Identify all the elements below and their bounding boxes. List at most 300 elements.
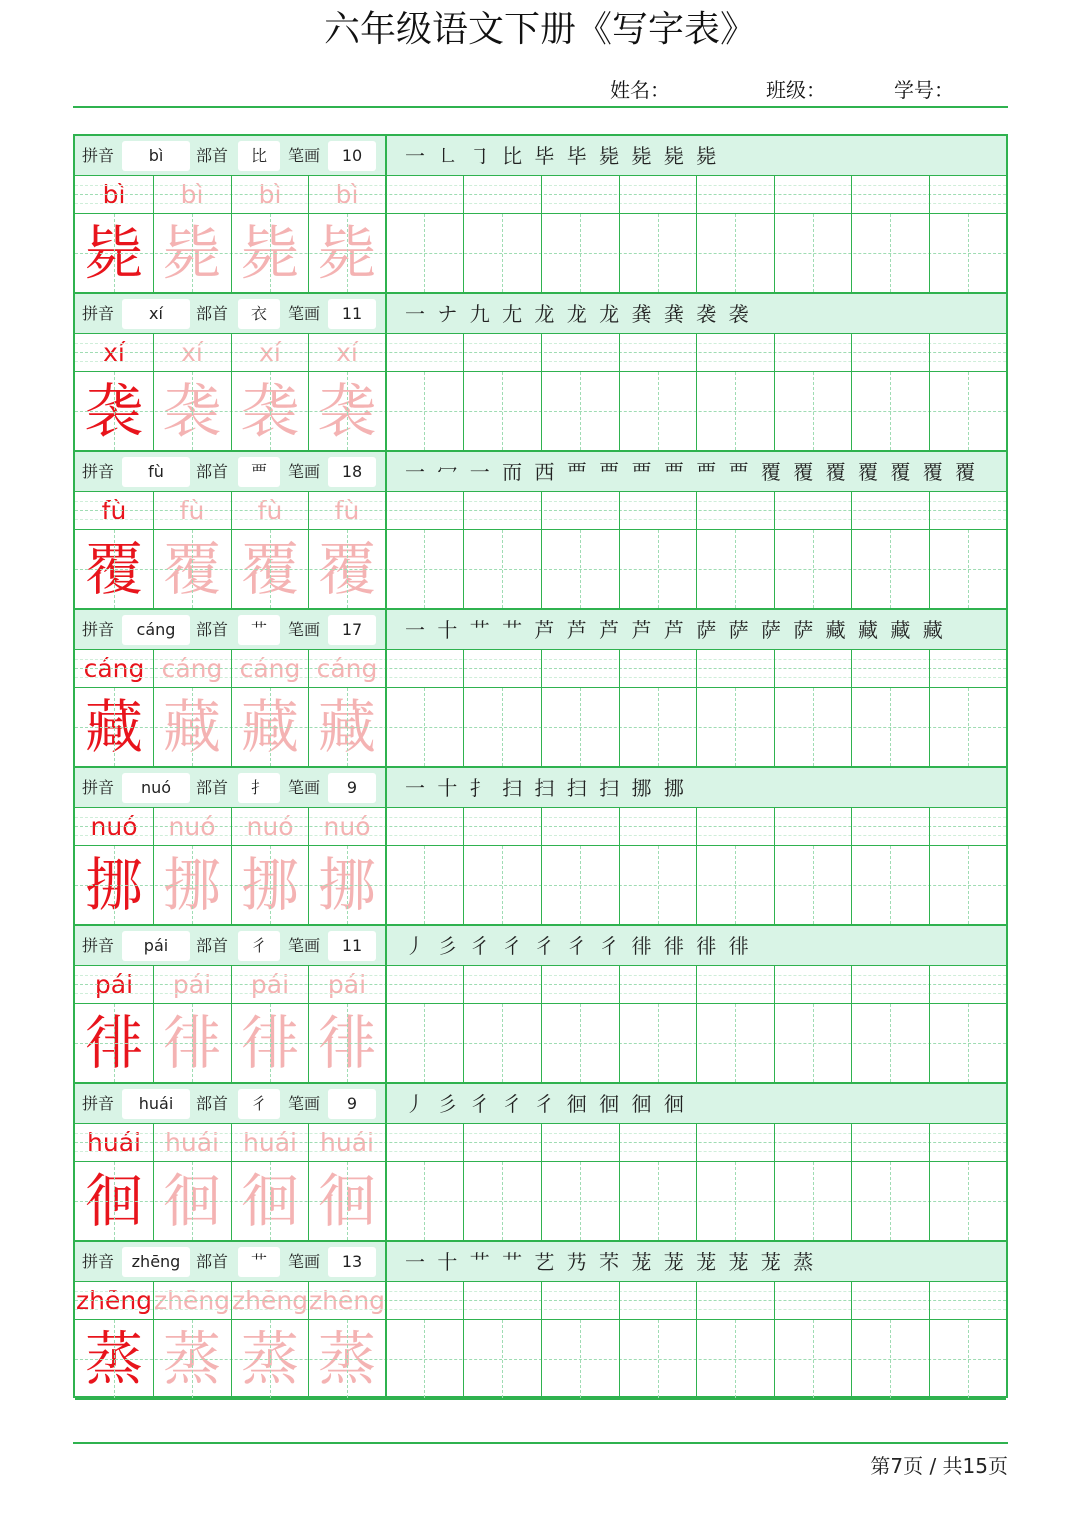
header-divider bbox=[73, 106, 1008, 108]
hanzi-trace: 覆 bbox=[240, 535, 299, 603]
hanzi-center-line bbox=[813, 1162, 814, 1240]
hanzi-center-line bbox=[347, 214, 348, 292]
hanzi-trace: 覆 bbox=[162, 535, 221, 603]
hanzi-center-line bbox=[813, 530, 814, 608]
strokes-label: 笔画 bbox=[288, 1094, 321, 1113]
char-header bbox=[75, 926, 1006, 966]
hanzi-trace: 袭 bbox=[162, 377, 221, 445]
hanzi-center-line bbox=[192, 372, 193, 450]
pinyin-value: huái bbox=[122, 1089, 190, 1119]
strokes-value: 11 bbox=[328, 931, 376, 961]
cell-border bbox=[463, 176, 464, 294]
pinyin-label: 拼音 bbox=[82, 146, 115, 165]
hanzi-center-line bbox=[347, 688, 348, 766]
cell-border bbox=[231, 176, 232, 294]
pinyin-trace: fù bbox=[257, 496, 283, 525]
cell-border bbox=[929, 808, 930, 926]
pinyin-label: 拼音 bbox=[82, 462, 115, 481]
hanzi-center-line bbox=[735, 846, 736, 924]
strokes-value: 11 bbox=[328, 299, 376, 329]
class-label: 班级： bbox=[766, 78, 826, 102]
hanzi-model: 毙 bbox=[84, 219, 143, 287]
hanzi-center-line bbox=[424, 372, 425, 450]
hanzi-center-line bbox=[270, 1004, 271, 1082]
cell-border bbox=[929, 966, 930, 1084]
pinyin-trace: bì bbox=[258, 180, 282, 209]
radical-value: 比 bbox=[238, 141, 280, 171]
strokes-value: 17 bbox=[328, 615, 376, 645]
hanzi-center-line bbox=[735, 1320, 736, 1398]
hanzi-center-line bbox=[192, 688, 193, 766]
header-separator bbox=[385, 294, 387, 334]
radical-label: 部首 bbox=[196, 620, 229, 639]
hanzi-center-line bbox=[424, 1162, 425, 1240]
hanzi-center-line bbox=[890, 1320, 891, 1398]
hanzi-center-line bbox=[192, 1162, 193, 1240]
cell-border bbox=[774, 176, 775, 294]
cell-border bbox=[619, 808, 620, 926]
pinyin-trace: pái bbox=[172, 970, 212, 999]
cell-border bbox=[851, 650, 852, 768]
pinyin-label: 拼音 bbox=[82, 1094, 115, 1113]
hanzi-trace: 挪 bbox=[162, 851, 221, 919]
char-header bbox=[75, 768, 1006, 808]
char-block bbox=[75, 294, 1006, 452]
hanzi-center-line bbox=[114, 688, 115, 766]
cell-border bbox=[385, 176, 387, 294]
cell-border bbox=[231, 1282, 232, 1400]
hanzi-center-line bbox=[192, 1004, 193, 1082]
cell-border bbox=[308, 334, 309, 452]
cell-border bbox=[153, 966, 154, 1084]
hanzi-center-line bbox=[658, 214, 659, 292]
cell-border bbox=[308, 176, 309, 294]
cell-border bbox=[463, 650, 464, 768]
hanzi-center-line bbox=[735, 530, 736, 608]
cell-border bbox=[231, 1124, 232, 1242]
cell-border bbox=[463, 334, 464, 452]
pinyin-label: 拼音 bbox=[82, 304, 115, 323]
cell-border bbox=[851, 966, 852, 1084]
header-separator bbox=[385, 610, 387, 650]
cell-border bbox=[463, 1124, 464, 1242]
radical-label: 部首 bbox=[196, 146, 229, 165]
hanzi-center-line bbox=[502, 372, 503, 450]
hanzi-center-line bbox=[580, 1162, 581, 1240]
hanzi-center-line bbox=[347, 846, 348, 924]
cell-border bbox=[541, 808, 542, 926]
pinyin-value: xí bbox=[122, 299, 190, 329]
cell-border bbox=[696, 1124, 697, 1242]
pinyin-trace: zhēng bbox=[308, 1286, 386, 1315]
hanzi-center-line bbox=[968, 530, 969, 608]
char-block bbox=[75, 1242, 1006, 1400]
hanzi-center-line bbox=[968, 846, 969, 924]
pinyin-model: cáng bbox=[83, 654, 145, 683]
hanzi-center-line bbox=[424, 1004, 425, 1082]
hanzi-center-line bbox=[890, 688, 891, 766]
cell-border bbox=[619, 334, 620, 452]
cell-border bbox=[696, 808, 697, 926]
cell-border bbox=[774, 334, 775, 452]
cell-border bbox=[696, 650, 697, 768]
pinyin-trace: huái bbox=[320, 1128, 374, 1157]
cell-border bbox=[385, 1124, 387, 1242]
header-separator bbox=[385, 136, 387, 176]
hanzi-center-line bbox=[347, 530, 348, 608]
hanzi-model: 藏 bbox=[84, 693, 143, 761]
pinyin-trace: cáng bbox=[239, 654, 301, 683]
cell-border bbox=[463, 492, 464, 610]
hanzi-center-line bbox=[114, 1320, 115, 1398]
radical-value: 彳 bbox=[238, 1089, 280, 1119]
hanzi-center-line bbox=[580, 214, 581, 292]
hanzi-center-line bbox=[270, 846, 271, 924]
pinyin-trace: pái bbox=[250, 970, 290, 999]
student-info bbox=[0, 74, 1080, 104]
name-label: 姓名： bbox=[610, 78, 670, 102]
hanzi-center-line bbox=[735, 372, 736, 450]
hanzi-trace: 藏 bbox=[240, 693, 299, 761]
char-header bbox=[75, 452, 1006, 492]
cell-border bbox=[929, 334, 930, 452]
cell-border bbox=[851, 808, 852, 926]
cell-border bbox=[774, 492, 775, 610]
char-block bbox=[75, 136, 1006, 294]
strokes-value: 18 bbox=[328, 457, 376, 487]
cell-border bbox=[696, 176, 697, 294]
cell-border bbox=[385, 1282, 387, 1400]
hanzi-model: 徘 bbox=[84, 1009, 143, 1077]
hanzi-center-line bbox=[658, 1320, 659, 1398]
cell-border bbox=[153, 1124, 154, 1242]
hanzi-center-line bbox=[968, 1162, 969, 1240]
hanzi-center-line bbox=[658, 530, 659, 608]
cell-border bbox=[308, 650, 309, 768]
cell-border bbox=[231, 492, 232, 610]
cell-border bbox=[541, 1282, 542, 1400]
cell-border bbox=[929, 650, 930, 768]
pinyin-trace: zhēng bbox=[231, 1286, 309, 1315]
hanzi-center-line bbox=[968, 688, 969, 766]
pinyin-model: nuó bbox=[90, 812, 138, 841]
pinyin-trace: xí bbox=[259, 338, 281, 367]
pinyin-model: zhēng bbox=[75, 1286, 153, 1315]
hanzi-center-line bbox=[890, 1004, 891, 1082]
cell-border bbox=[929, 176, 930, 294]
radical-value: 艹 bbox=[238, 1247, 280, 1277]
hanzi-trace: 袭 bbox=[240, 377, 299, 445]
hanzi-center-line bbox=[502, 530, 503, 608]
hanzi-center-line bbox=[735, 1004, 736, 1082]
radical-value: 扌 bbox=[238, 773, 280, 803]
hanzi-center-line bbox=[580, 1320, 581, 1398]
hanzi-trace: 蒸 bbox=[317, 1325, 376, 1393]
hanzi-center-line bbox=[347, 1162, 348, 1240]
cell-border bbox=[619, 1124, 620, 1242]
char-header bbox=[75, 1084, 1006, 1124]
header-separator bbox=[385, 452, 387, 492]
char-header bbox=[75, 610, 1006, 650]
cell-border bbox=[774, 1282, 775, 1400]
cell-border bbox=[619, 650, 620, 768]
char-block bbox=[75, 452, 1006, 610]
cell-border bbox=[385, 808, 387, 926]
hanzi-trace: 毙 bbox=[162, 219, 221, 287]
pinyin-trace: cáng bbox=[316, 654, 378, 683]
hanzi-trace: 藏 bbox=[162, 693, 221, 761]
pinyin-trace: huái bbox=[165, 1128, 219, 1157]
radical-value: 艹 bbox=[238, 615, 280, 645]
hanzi-center-line bbox=[424, 530, 425, 608]
pinyin-label: 拼音 bbox=[82, 620, 115, 639]
cell-border bbox=[619, 1282, 620, 1400]
cell-border bbox=[619, 176, 620, 294]
hanzi-center-line bbox=[658, 688, 659, 766]
cell-border bbox=[153, 1282, 154, 1400]
pinyin-value: bì bbox=[122, 141, 190, 171]
hanzi-center-line bbox=[968, 372, 969, 450]
pinyin-trace: cáng bbox=[161, 654, 223, 683]
hanzi-center-line bbox=[890, 1162, 891, 1240]
pinyin-trace: fù bbox=[179, 496, 205, 525]
cell-border bbox=[541, 334, 542, 452]
cell-border bbox=[541, 1124, 542, 1242]
char-header bbox=[75, 1242, 1006, 1282]
radical-label: 部首 bbox=[196, 936, 229, 955]
hanzi-center-line bbox=[114, 372, 115, 450]
hanzi-center-line bbox=[735, 1162, 736, 1240]
cell-border bbox=[308, 808, 309, 926]
student-id-label: 学号： bbox=[894, 78, 954, 102]
hanzi-center-line bbox=[192, 846, 193, 924]
cell-border bbox=[929, 1124, 930, 1242]
pinyin-trace: xí bbox=[336, 338, 358, 367]
hanzi-center-line bbox=[502, 846, 503, 924]
cell-border bbox=[774, 966, 775, 1084]
hanzi-center-line bbox=[890, 372, 891, 450]
hanzi-center-line bbox=[192, 214, 193, 292]
strokes-label: 笔画 bbox=[288, 778, 321, 797]
hanzi-trace: 徘 bbox=[240, 1009, 299, 1077]
cell-border bbox=[153, 334, 154, 452]
pinyin-trace: bì bbox=[335, 180, 359, 209]
pinyin-label: 拼音 bbox=[82, 1252, 115, 1271]
cell-border bbox=[851, 1282, 852, 1400]
pinyin-trace: nuó bbox=[246, 812, 294, 841]
cell-border bbox=[541, 176, 542, 294]
hanzi-center-line bbox=[735, 688, 736, 766]
hanzi-center-line bbox=[424, 214, 425, 292]
hanzi-model: 袭 bbox=[84, 377, 143, 445]
hanzi-center-line bbox=[502, 1162, 503, 1240]
hanzi-center-line bbox=[270, 530, 271, 608]
hanzi-trace: 徘 bbox=[162, 1009, 221, 1077]
hanzi-center-line bbox=[658, 372, 659, 450]
pinyin-value: cáng bbox=[122, 615, 190, 645]
cell-border bbox=[385, 650, 387, 768]
hanzi-trace: 藏 bbox=[317, 693, 376, 761]
radical-label: 部首 bbox=[196, 1252, 229, 1271]
pinyin-value: zhēng bbox=[122, 1247, 190, 1277]
hanzi-center-line bbox=[813, 372, 814, 450]
pinyin-trace: xí bbox=[181, 338, 203, 367]
stroke-order: 一 十 艹 艹 芦 芦 芦 芦 芦 萨 萨 萨 萨 藏 藏 藏 藏 bbox=[405, 618, 946, 642]
pinyin-model: bì bbox=[102, 180, 126, 209]
hanzi-center-line bbox=[114, 530, 115, 608]
header-separator bbox=[385, 768, 387, 808]
hanzi-trace: 徊 bbox=[317, 1167, 376, 1235]
hanzi-center-line bbox=[347, 372, 348, 450]
hanzi-center-line bbox=[813, 214, 814, 292]
hanzi-center-line bbox=[502, 688, 503, 766]
pinyin-trace: nuó bbox=[168, 812, 216, 841]
strokes-value: 13 bbox=[328, 1247, 376, 1277]
hanzi-center-line bbox=[114, 846, 115, 924]
cell-border bbox=[153, 176, 154, 294]
hanzi-center-line bbox=[270, 372, 271, 450]
hanzi-center-line bbox=[424, 846, 425, 924]
char-block bbox=[75, 610, 1006, 768]
hanzi-center-line bbox=[968, 1004, 969, 1082]
hanzi-trace: 覆 bbox=[317, 535, 376, 603]
cell-border bbox=[851, 1124, 852, 1242]
cell-border bbox=[851, 334, 852, 452]
hanzi-model: 蒸 bbox=[84, 1325, 143, 1393]
hanzi-center-line bbox=[658, 1004, 659, 1082]
header-separator bbox=[385, 1084, 387, 1124]
pinyin-trace: nuó bbox=[323, 812, 371, 841]
hanzi-center-line bbox=[968, 1320, 969, 1398]
cell-border bbox=[619, 492, 620, 610]
hanzi-center-line bbox=[580, 530, 581, 608]
cell-border bbox=[463, 966, 464, 1084]
cell-border bbox=[929, 492, 930, 610]
cell-border bbox=[231, 334, 232, 452]
strokes-label: 笔画 bbox=[288, 304, 321, 323]
hanzi-center-line bbox=[580, 846, 581, 924]
hanzi-center-line bbox=[502, 1320, 503, 1398]
stroke-order: 一 ㇗ ㇆ 比 毕 毕 毙 毙 毙 毙 bbox=[405, 144, 720, 168]
strokes-value: 10 bbox=[328, 141, 376, 171]
writing-sheet bbox=[73, 134, 1008, 1398]
hanzi-model: 挪 bbox=[84, 851, 143, 919]
hanzi-center-line bbox=[270, 214, 271, 292]
pinyin-trace: fù bbox=[334, 496, 360, 525]
header-separator bbox=[385, 1242, 387, 1282]
cell-border bbox=[308, 966, 309, 1084]
strokes-value: 9 bbox=[328, 1089, 376, 1119]
cell-border bbox=[696, 966, 697, 1084]
hanzi-center-line bbox=[735, 214, 736, 292]
hanzi-trace: 徊 bbox=[162, 1167, 221, 1235]
cell-border bbox=[463, 808, 464, 926]
stroke-order: 丿 彡 彳 彳 彳 彳 彳 徘 徘 徘 徘 bbox=[405, 934, 752, 958]
hanzi-trace: 蒸 bbox=[240, 1325, 299, 1393]
char-header bbox=[75, 136, 1006, 176]
cell-border bbox=[385, 334, 387, 452]
pinyin-model: xí bbox=[103, 338, 125, 367]
pinyin-trace: huái bbox=[243, 1128, 297, 1157]
hanzi-center-line bbox=[580, 1004, 581, 1082]
pinyin-model: fù bbox=[101, 496, 127, 525]
hanzi-center-line bbox=[114, 214, 115, 292]
cell-border bbox=[541, 492, 542, 610]
stroke-order: 一 冖 一 而 西 覀 覀 覀 覀 覀 覀 覆 覆 覆 覆 覆 覆 覆 bbox=[405, 460, 979, 484]
hanzi-center-line bbox=[968, 214, 969, 292]
pinyin-value: fù bbox=[122, 457, 190, 487]
hanzi-trace: 毙 bbox=[240, 219, 299, 287]
hanzi-trace: 徊 bbox=[240, 1167, 299, 1235]
pinyin-label: 拼音 bbox=[82, 778, 115, 797]
radical-label: 部首 bbox=[196, 778, 229, 797]
cell-border bbox=[851, 176, 852, 294]
cell-border bbox=[231, 650, 232, 768]
cell-border bbox=[774, 808, 775, 926]
hanzi-center-line bbox=[347, 1004, 348, 1082]
cell-border bbox=[774, 1124, 775, 1242]
radical-label: 部首 bbox=[196, 462, 229, 481]
cell-border bbox=[153, 492, 154, 610]
hanzi-center-line bbox=[502, 1004, 503, 1082]
hanzi-trace: 挪 bbox=[317, 851, 376, 919]
char-block bbox=[75, 1084, 1006, 1242]
cell-border bbox=[463, 1282, 464, 1400]
radical-label: 部首 bbox=[196, 1094, 229, 1113]
cell-border bbox=[541, 650, 542, 768]
hanzi-trace: 蒸 bbox=[162, 1325, 221, 1393]
strokes-label: 笔画 bbox=[288, 1252, 321, 1271]
hanzi-center-line bbox=[192, 530, 193, 608]
hanzi-center-line bbox=[658, 846, 659, 924]
cell-border bbox=[696, 334, 697, 452]
hanzi-center-line bbox=[580, 372, 581, 450]
hanzi-center-line bbox=[192, 1320, 193, 1398]
hanzi-center-line bbox=[270, 1320, 271, 1398]
hanzi-center-line bbox=[658, 1162, 659, 1240]
cell-border bbox=[153, 650, 154, 768]
hanzi-center-line bbox=[114, 1004, 115, 1082]
hanzi-center-line bbox=[890, 530, 891, 608]
stroke-order: 一 十 艹 艹 艺 艿 芣 茏 茏 茏 茏 茏 蒸 bbox=[405, 1250, 817, 1274]
cell-border bbox=[385, 492, 387, 610]
hanzi-center-line bbox=[813, 1004, 814, 1082]
cell-border bbox=[231, 808, 232, 926]
radical-value: 衣 bbox=[238, 299, 280, 329]
hanzi-center-line bbox=[424, 1320, 425, 1398]
pinyin-model: huái bbox=[87, 1128, 141, 1157]
hanzi-trace: 袭 bbox=[317, 377, 376, 445]
cell-border bbox=[308, 492, 309, 610]
hanzi-center-line bbox=[813, 846, 814, 924]
pinyin-label: 拼音 bbox=[82, 936, 115, 955]
char-block bbox=[75, 768, 1006, 926]
hanzi-model: 徊 bbox=[84, 1167, 143, 1235]
hanzi-center-line bbox=[580, 688, 581, 766]
hanzi-center-line bbox=[347, 1320, 348, 1398]
pinyin-value: nuó bbox=[122, 773, 190, 803]
cell-border bbox=[619, 966, 620, 1084]
hanzi-center-line bbox=[270, 1162, 271, 1240]
cell-border bbox=[308, 1124, 309, 1242]
hanzi-trace: 挪 bbox=[240, 851, 299, 919]
cell-border bbox=[308, 1282, 309, 1400]
page-number: 第7页 / 共15页 bbox=[870, 1454, 1008, 1478]
cell-border bbox=[774, 650, 775, 768]
hanzi-trace: 徘 bbox=[317, 1009, 376, 1077]
cell-border bbox=[541, 966, 542, 1084]
hanzi-center-line bbox=[270, 688, 271, 766]
